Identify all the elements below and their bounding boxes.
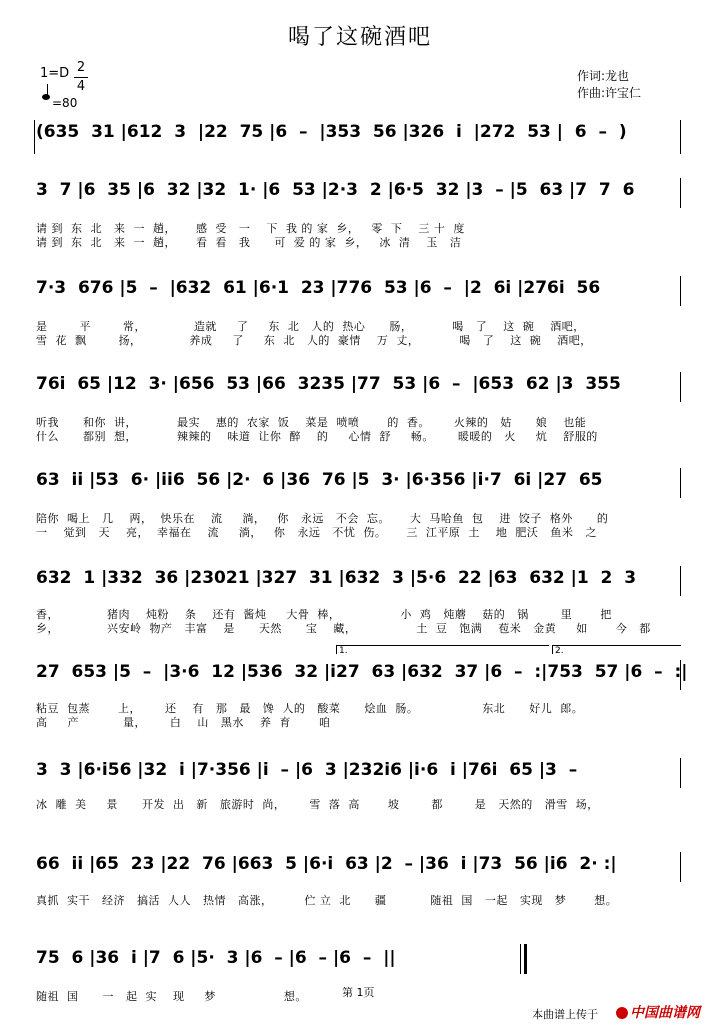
lyrics-row-10-verse-1: 随祖 国 一 起 实 现 梦 想。 bbox=[36, 990, 307, 1003]
barline bbox=[680, 468, 681, 498]
final-barline-thick bbox=[524, 944, 527, 974]
time-sig-bar bbox=[74, 77, 88, 78]
site-logo-text: 中国曲谱网 bbox=[630, 1005, 700, 1021]
barline bbox=[680, 120, 681, 154]
lyrics-row-5-verse-1: 陪你 喝上 几 两， 快乐在 流 淌， 你 永远 不会 忘。 大 马哈鱼 包 进 饺子 格外 的 bbox=[36, 512, 609, 525]
notation-row-1: (635 31 |612 3 |22 75 |6 – |353 56 |326 i |272 53 | 6 – ) bbox=[36, 122, 627, 142]
lyrics-row-2-verse-2: 请 到 东 北 来 一 趟， 看 看 我 可 爱 的 家 乡， 冰 清 玉 洁 bbox=[36, 236, 462, 249]
lyricist: 作词:龙也 bbox=[577, 69, 630, 83]
time-sig-den: 4 bbox=[76, 79, 86, 94]
quarter-note-head-icon bbox=[42, 94, 50, 100]
notation-row-3: 7·3 676 |5 – |632 61 |6·1 23 |776 53 |6 – |2 6i |276i 56 bbox=[36, 278, 601, 298]
footer-upload-text: 本曲谱上传于 bbox=[532, 1008, 598, 1021]
volta-1: 1. bbox=[336, 645, 549, 654]
score-title: 喝了这碗酒吧 bbox=[287, 25, 432, 50]
lyrics-row-6-verse-2: 乡， 兴安岭 物产 丰富 是 天然 宝 藏， 土 豆 饱满 苞米 金黄 如 今 都 bbox=[36, 622, 651, 635]
lyrics-row-3-verse-2: 雪 花 飘 扬， 养成 了 东 北 人的 豪情 万 丈， 喝 了 这 碗 酒吧， bbox=[36, 334, 592, 347]
lyrics-row-4-verse-1: 听我 和你 讲， 最实 惠的 农家 饭 菜是 喷喷 的 香。 火辣的 姑 娘 也能 bbox=[36, 416, 587, 429]
time-sig-num: 2 bbox=[76, 60, 86, 75]
tempo-marking: =80 bbox=[52, 96, 78, 110]
lyrics-row-3-verse-1: 是 平 常， 造就 了 东 北 人的 热心 肠， 喝 了 这 碗 酒吧， bbox=[36, 320, 585, 333]
site-logo bbox=[616, 1002, 700, 1022]
lyrics-row-7-verse-2: 高 产 量， 白 山 黑水 养 育 咱 bbox=[36, 716, 331, 729]
notation-row-2: 3 7 |6 35 |6 32 |32 1· |6 53 |2·3 2 |6·5 32 |3 – |5 63 |7 7 6 bbox=[36, 180, 635, 200]
barline bbox=[680, 758, 681, 788]
key-signature: 1=D bbox=[40, 66, 70, 81]
notation-row-10: 75 6 |36 i |7 6 |5· 3 |6 – |6 – |6 – || bbox=[36, 948, 396, 968]
lyrics-row-8-verse-1: 冰 雕 美 景 开发 出 新 旅游时 尚， 雪 落 高 坡 都 是 天然的 滑雪 场， bbox=[36, 798, 599, 811]
barline bbox=[680, 178, 681, 208]
lyrics-row-6-verse-1: 香， 猪肉 炖粉 条 还有 酱炖 大骨 棒， 小 鸡 炖蘑 菇的 锅 里 把 bbox=[36, 608, 612, 621]
notation-row-5: 63 ii |53 6· |ii6 56 |2· 6 |36 76 |5 3· |6·356 |i·7 6i |27 65 bbox=[36, 470, 603, 490]
lyrics-row-7-verse-1: 粘豆 包蒸 上， 还 有 那 最 馋 人的 酸菜 烩血 肠。 东北 好儿 郎。 bbox=[36, 702, 584, 715]
barline bbox=[680, 566, 681, 596]
composer: 作曲:许宝仁 bbox=[577, 86, 642, 100]
notation-row-6: 632 1 |332 36 |23021 |327 31 |632 3 |5·6 22 |63 632 |1 2 3 bbox=[36, 568, 637, 588]
site-logo-icon bbox=[616, 1007, 628, 1019]
page-number: 第 1页 bbox=[342, 986, 375, 999]
notation-row-9: 66 ii |65 23 |22 76 |663 5 |6·i 63 |2 – |36 i |73 56 |i6 2· :| bbox=[36, 854, 617, 874]
barline bbox=[680, 372, 681, 402]
volta-2: 2. bbox=[552, 645, 681, 654]
lyrics-row-4-verse-2: 什么 都别 想， 辣辣的 味道 让你 醉 的 心情 舒 畅。 暖暖的 火 炕 舒服的 bbox=[36, 430, 598, 443]
final-barline bbox=[520, 944, 521, 974]
lyrics-row-2-verse-1: 请 到 东 北 来 一 趟， 感 受 一 下 我 的 家 乡， 零 下 三 十 度 bbox=[36, 222, 465, 235]
barline bbox=[680, 276, 681, 306]
credits bbox=[577, 68, 641, 102]
barline bbox=[680, 852, 681, 882]
notation-row-4: 76i 65 |12 3· |656 53 |66 3235 |77 53 |6 – |653 62 |3 355 bbox=[36, 374, 621, 394]
notation-row-8: 3 3 |6·i56 |32 i |7·356 |i – |6 3 |232i6 |i·6 i |76i 65 |3 – bbox=[36, 760, 578, 780]
notation-row-7: 27 653 |5 – |3·6 12 |536 32 |i27 63 |632 37 |6 – :|753 57 |6 – :| bbox=[36, 662, 688, 682]
barline bbox=[34, 120, 35, 154]
lyrics-row-5-verse-2: 一 觉到 天 亮， 幸福在 流 淌， 你 永远 不忧 伤。 三 江平原 土 地 肥沃 鱼米 之 bbox=[36, 526, 597, 539]
time-signature bbox=[74, 60, 88, 95]
lyrics-row-9-verse-1: 真抓 实干 经济 搞活 人人 热情 高涨， 伫 立 北 疆 随祖 国 一起 实现 梦 想。 bbox=[36, 894, 618, 907]
